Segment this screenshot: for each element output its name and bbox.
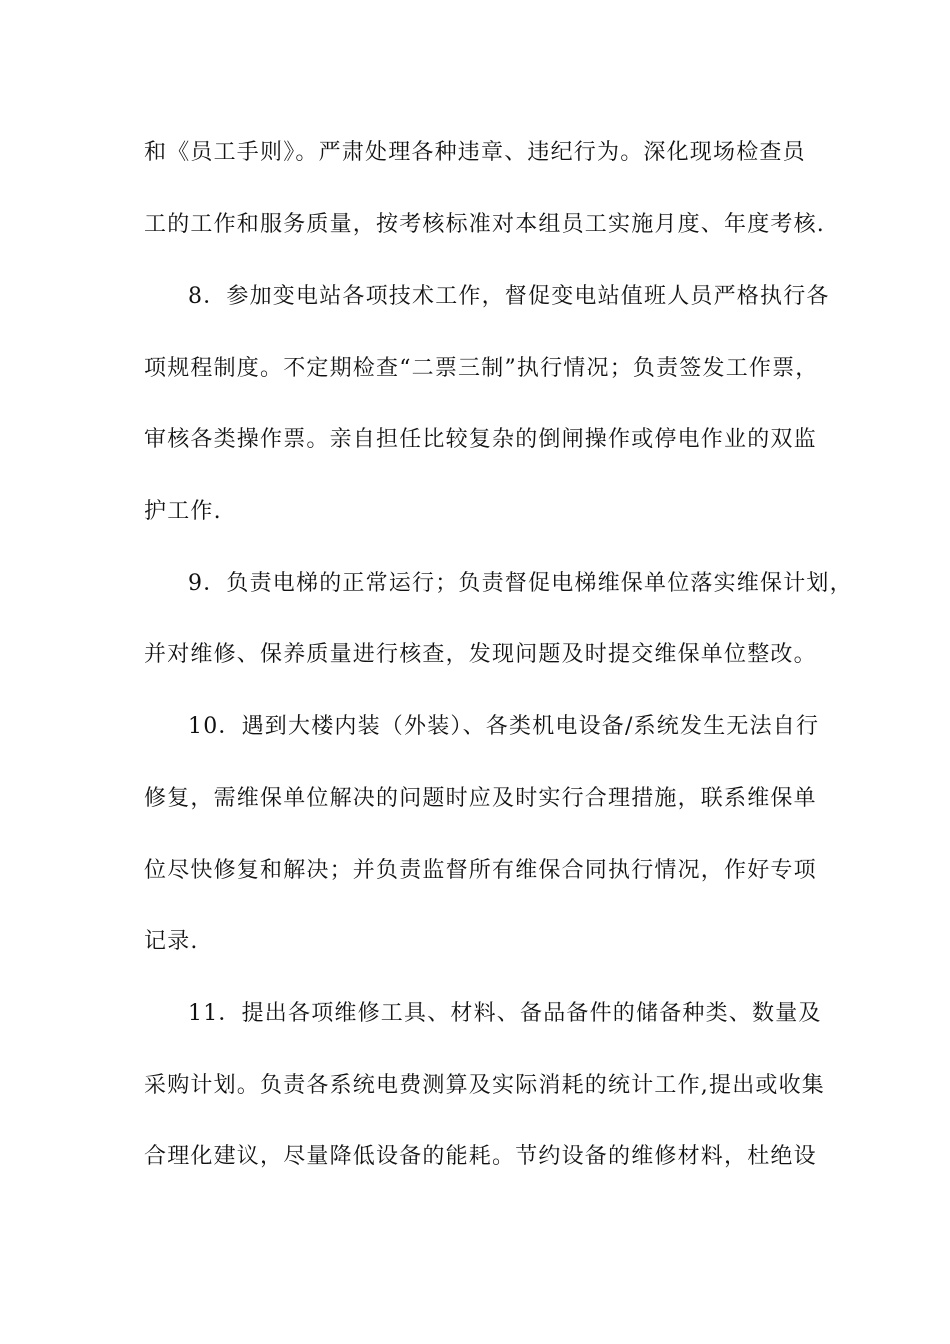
text-line: 10．遇到大楼内装（外装）、各类机电设备/系统发生无法自行 (188, 714, 820, 739)
text-line: 11．提出各项维修工具、材料、备品备件的储备种类、数量及 (188, 1001, 822, 1026)
text-line: 位尽快修复和解决；并负责监督所有维保合同执行情况，作好专项 (144, 858, 817, 883)
text-line: 工的工作和服务质量，按考核标准对本组员工实施月度、年度考核. (144, 212, 825, 237)
text-line: 审核各类操作票。亲自担任比较复杂的倒闸操作或停电作业的双监 (144, 427, 817, 452)
text-line: 合理化建议，尽量降低设备的能耗。节约设备的维修材料，杜绝设 (144, 1144, 817, 1169)
text-line: 和《员工手则》。严肃处理各种违章、违纪行为。深化现场检查员 (144, 140, 806, 165)
text-line: 修复，需维保单位解决的问题时应及时实行合理措施，联系维保单 (144, 786, 817, 811)
text-line: 并对维修、保养质量进行核查，发现问题及时提交维保单位整改。 (144, 642, 817, 667)
text-line: 护工作. (144, 499, 222, 524)
text-line: 9．负责电梯的正常运行；负责督促电梯维保单位落实维保计划， (188, 571, 853, 596)
text-line: 记录. (144, 929, 199, 954)
text-line: 8．参加变电站各项技术工作，督促变电站值班人员严格执行各 (188, 284, 830, 309)
text-line: 项规程制度。不定期检查“二票三制”执行情况；负责签发工作票， (144, 356, 819, 381)
text-line: 采购计划。负责各系统电费测算及实际消耗的统计工作,提出或收集 (144, 1073, 825, 1098)
